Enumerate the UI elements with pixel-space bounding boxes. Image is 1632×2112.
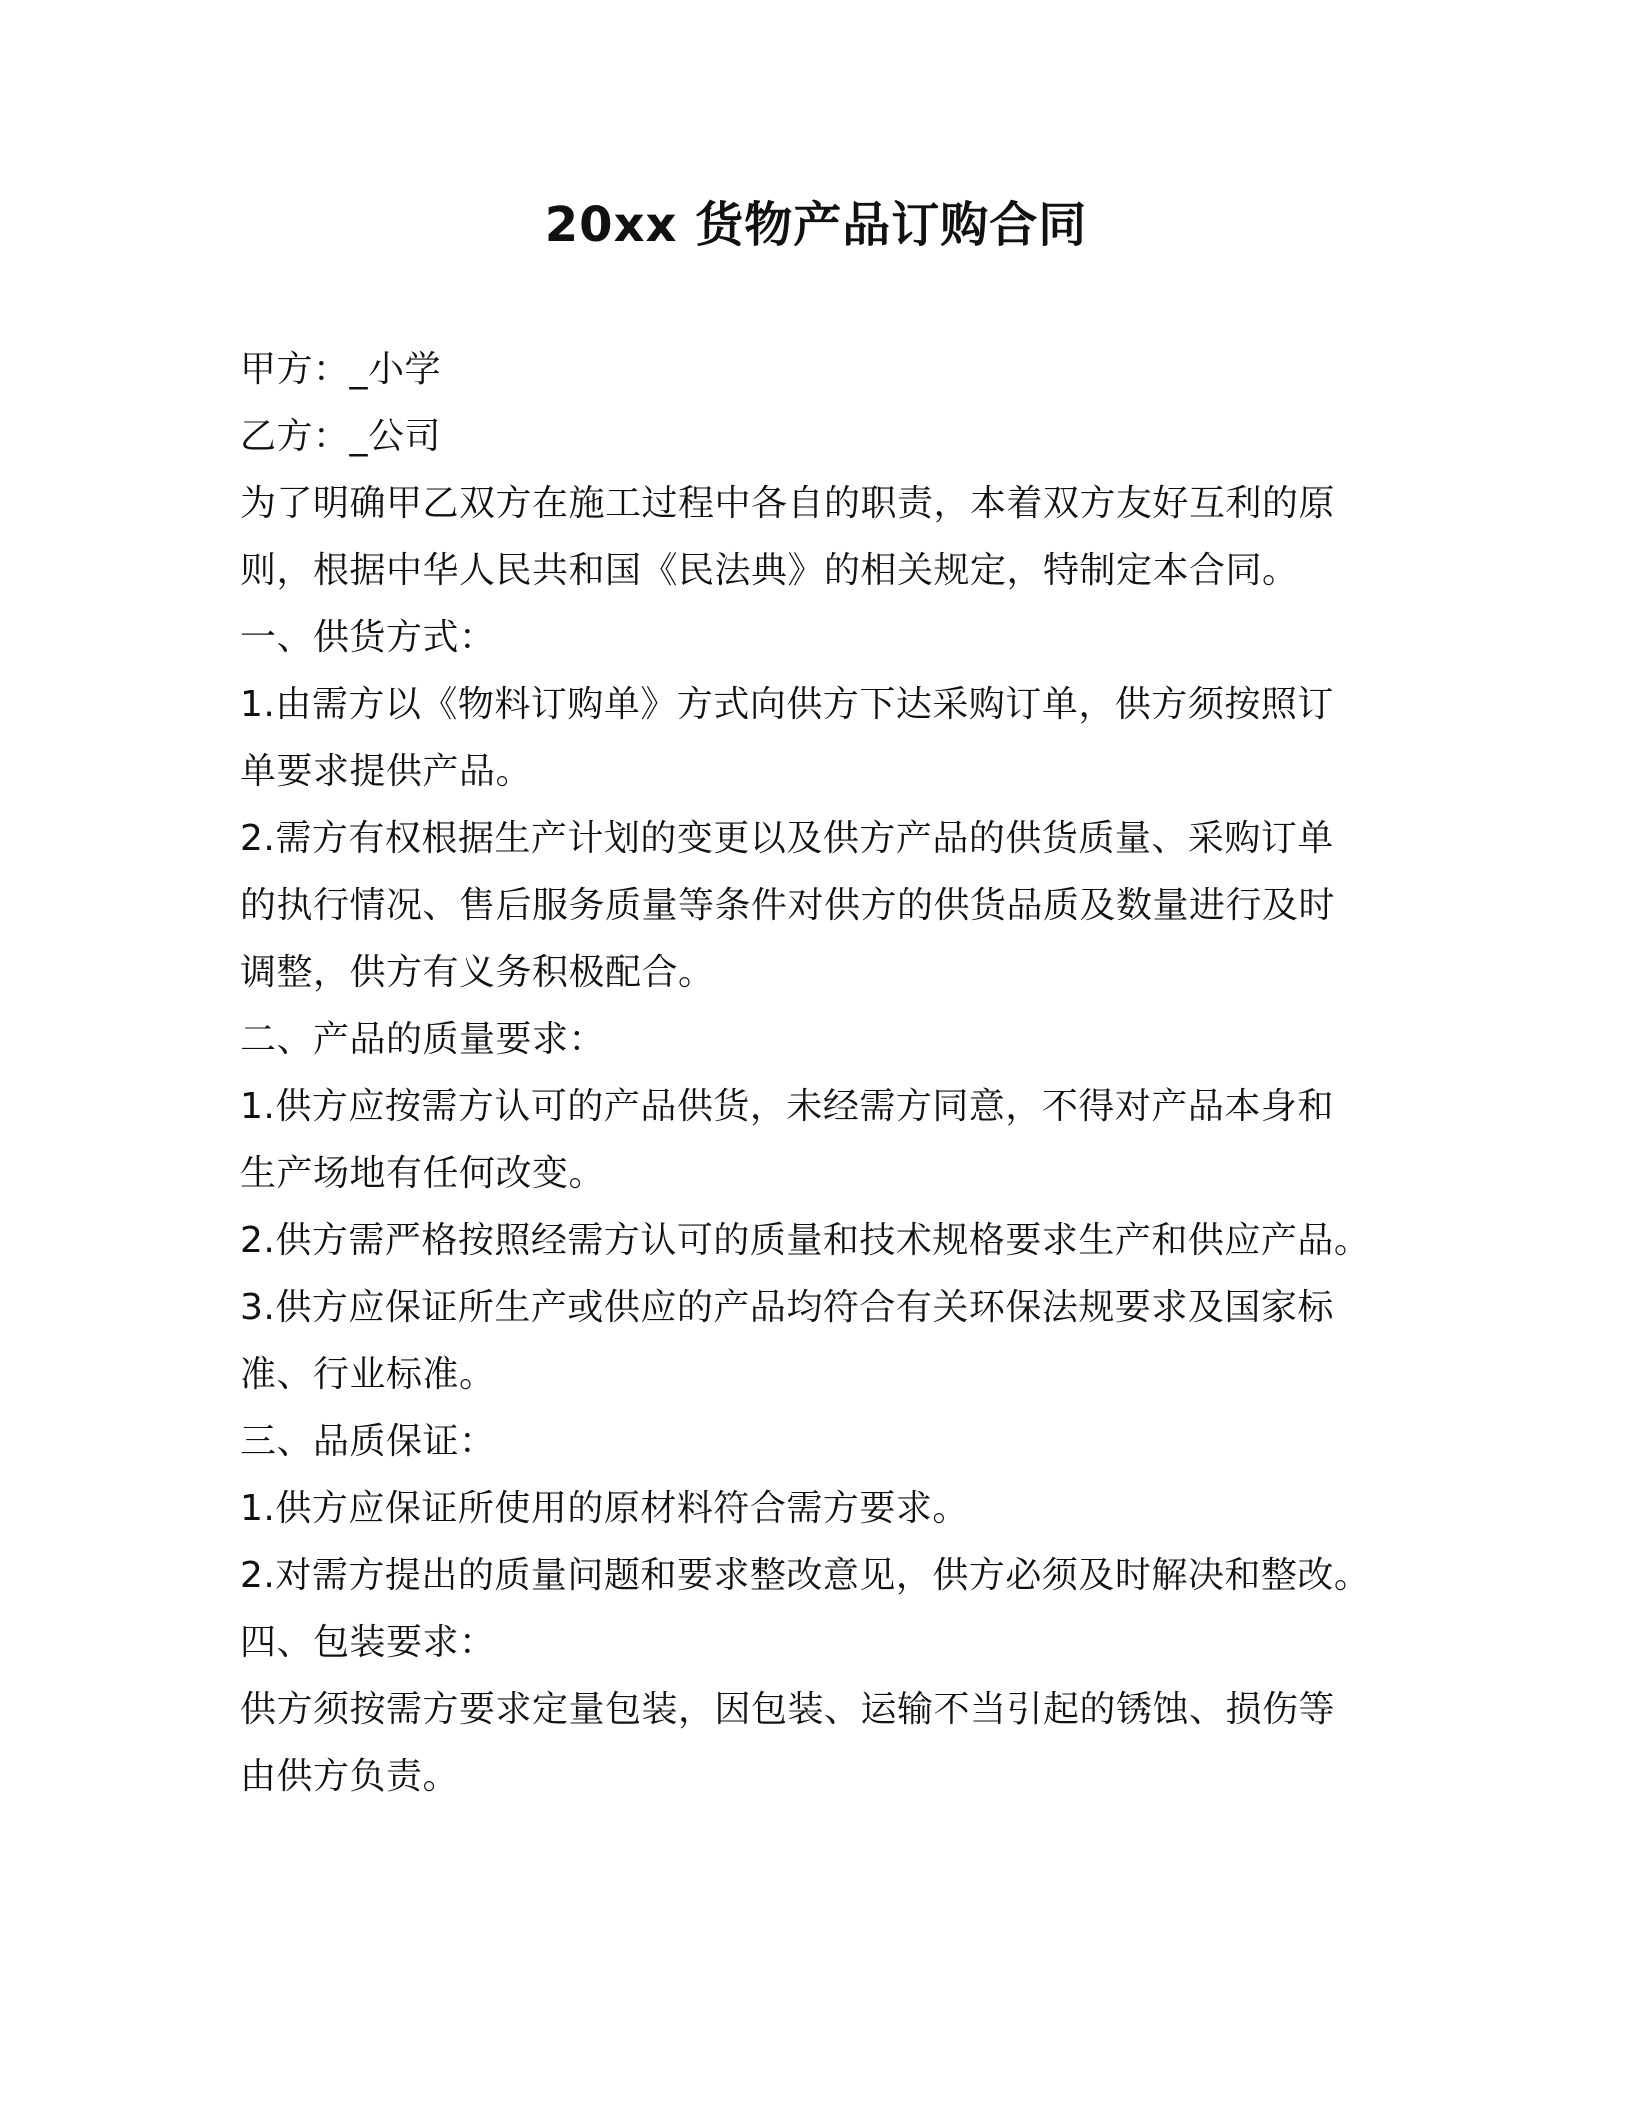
clause-line: 1.供方应按需方认可的产品供货，未经需方同意，不得对产品本身和 bbox=[240, 1086, 1334, 1127]
party-b-line: 乙方：_公司 bbox=[240, 416, 442, 457]
clause-line: 1.由需方以《物料订购单》方式向供方下达采购订单，供方须按照订 bbox=[240, 684, 1334, 725]
clause-line: 2.供方需严格按照经需方认可的质量和技术规格要求生产和供应产品。 bbox=[240, 1220, 1371, 1261]
clause-line: 1.供方应保证所使用的原材料符合需方要求。 bbox=[240, 1488, 969, 1529]
clause-line: 供方须按需方要求定量包装，因包装、运输不当引起的锈蚀、损伤等 bbox=[240, 1689, 1336, 1730]
clause-line: 调整，供方有义务积极配合。 bbox=[240, 952, 715, 993]
clause-line: 生产场地有任何改变。 bbox=[240, 1153, 606, 1194]
preamble-line: 为了明确甲乙双方在施工过程中各自的职责，本着双方友好互利的原 bbox=[240, 483, 1336, 524]
preamble-line: 则，根据中华人民共和国《民法典》的相关规定，特制定本合同。 bbox=[240, 550, 1299, 591]
document-body bbox=[240, 336, 1370, 1810]
clause-line: 由供方负责。 bbox=[240, 1756, 460, 1797]
clause-line: 的执行情况、售后服务质量等条件对供方的供货品质及数量进行及时 bbox=[240, 885, 1336, 926]
section-heading: 三、品质保证： bbox=[240, 1421, 496, 1462]
party-a-line: 甲方：_小学 bbox=[240, 349, 442, 390]
clause-line: 2.需方有权根据生产计划的变更以及供方产品的供货质量、采购订单 bbox=[240, 818, 1334, 859]
clause-line: 单要求提供产品。 bbox=[240, 751, 533, 792]
clause-line: 准、行业标准。 bbox=[240, 1354, 496, 1395]
section-heading: 一、供货方式： bbox=[240, 617, 496, 658]
clause-line: 3.供方应保证所生产或供应的产品均符合有关环保法规要求及国家标 bbox=[240, 1287, 1334, 1328]
clause-line: 2.对需方提出的质量问题和要求整改意见，供方必须及时解决和整改。 bbox=[240, 1555, 1371, 1596]
document-title: 20xx 货物产品订购合同 bbox=[544, 197, 1088, 253]
section-heading: 四、包装要求： bbox=[240, 1622, 496, 1663]
section-heading: 二、产品的质量要求： bbox=[240, 1019, 606, 1060]
